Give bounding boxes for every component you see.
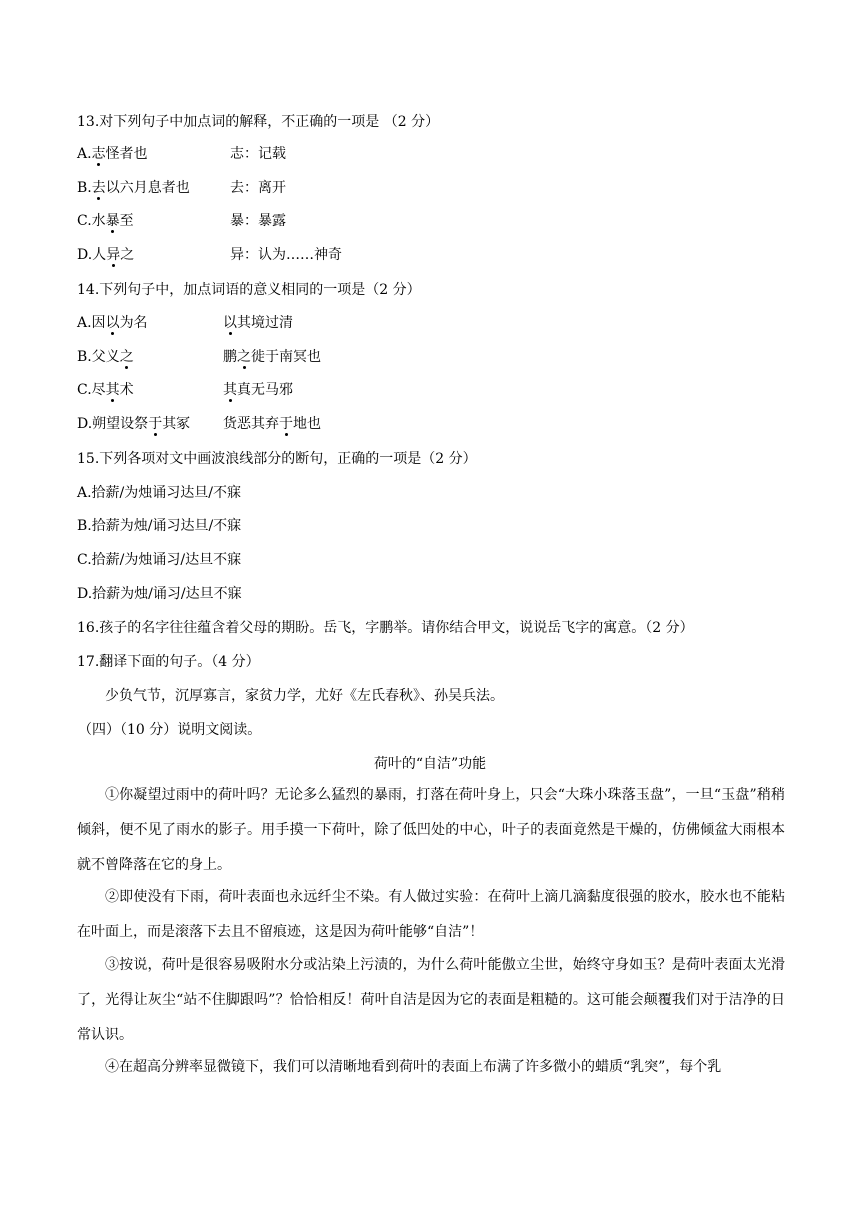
q14-option-a: A.因以为名	[77, 315, 148, 331]
q15-option-b: B.拾薪为烛/诵习达旦/不寐	[77, 518, 242, 534]
section-heading: （四）（10 分）说明文阅读。	[78, 722, 262, 738]
q16-stem: 16.孩子的名字往往蕴含着父母的期盼。岳飞，字鹏举。请你结合甲文，说说岳飞字的寓意。（2 分）	[77, 620, 694, 636]
q14-option-b: B.父义之	[77, 349, 134, 365]
q14-option-d: D.朔望设祭于其冢	[77, 416, 191, 432]
emphasis-dot-char: 以	[105, 315, 120, 331]
q14-option-a-compare: 以其境过清	[223, 315, 293, 331]
q13-option-a-explanation: 志：记载	[230, 146, 286, 162]
passage-title: 荷叶的“自洁”功能	[373, 756, 487, 772]
q15-option-d: D.拾薪为烛/诵习/达旦不寐	[77, 586, 242, 602]
emphasis-dot-char: 之	[237, 349, 251, 365]
passage-paragraph-2: ②即使没有下雨，荷叶表面也永远纤尘不染。有人做过实验：在荷叶上滴几滴黏度很强的胶水，胶水也不能粘在叶面上，而是滚落下去且不留痕迹，这是因为荷叶能够“自洁”！	[77, 889, 785, 940]
q17-sentence: 少负气节，沉厚寡言，家贫力学，尤好《左氏春秋》、孙吴兵法。	[105, 688, 504, 704]
q14-option-d-compare: 货恶其弃于地也	[223, 416, 321, 432]
q15-stem: 15.下列各项对文中画波浪线部分的断句，正确的一项是（2 分）	[77, 451, 477, 467]
q14-option-c: C.尽其术	[77, 382, 134, 398]
q13-option-d: D.人异之	[77, 247, 135, 263]
q17-stem: 17.翻译下面的句子。（4 分）	[77, 654, 260, 670]
emphasis-dot-char: 志	[91, 146, 106, 162]
passage-paragraph-4: ④在超高分辨率显微镜下，我们可以清晰地看到荷叶的表面上布满了许多微小的蜡质“乳突”，每个乳	[105, 1059, 722, 1075]
q15-option-c: C.拾薪/为烛诵习/达旦不寐	[77, 552, 242, 568]
q15-option-a: A.拾薪/为烛诵习达旦/不寐	[77, 485, 241, 501]
q13-option-c-explanation: 暴：暴露	[230, 213, 286, 229]
emphasis-dot-char: 以	[223, 315, 237, 331]
q14-option-b-compare: 鹏之徙于南冥也	[223, 349, 321, 365]
q13-option-a: A.志怪者也	[77, 146, 148, 162]
q13-option-c: C.水暴至	[77, 213, 134, 229]
q13-option-b: B.去以六月息者也	[77, 180, 190, 196]
q14-option-c-compare: 其真无马邪	[223, 382, 293, 398]
emphasis-dot-char: 之	[119, 349, 134, 365]
emphasis-dot-char: 暴	[105, 213, 120, 229]
q13-option-d-explanation: 异：认为……神奇	[230, 247, 342, 263]
q13-option-b-explanation: 去：离开	[230, 180, 286, 196]
emphasis-dot-char: 去	[91, 180, 106, 196]
emphasis-dot-char: 其	[105, 382, 120, 398]
passage-paragraph-1: ①你凝望过雨中的荷叶吗？无论多么猛烈的暴雨，打落在荷叶身上，只会“大珠小珠落玉盘”，一旦“玉盘”稍稍倾斜，便不见了雨水的影子。用手摸一下荷叶，除了低凹处的中心，叶子的表面竟然是干燥的，仿佛倾盆大雨根本就不曾降落在它的身上。	[77, 787, 785, 873]
emphasis-dot-char: 异	[106, 247, 121, 263]
passage-paragraph-3: ③按说，荷叶是很容易吸附水分或沾染上污渍的，为什么荷叶能傲立尘世，始终守身如玉？是荷叶表面太光滑了，光得让灰尘“站不住脚跟吗”？恰恰相反！荷叶自洁是因为它的表面是粗糙的。这可能会颠覆我们对于洁净的日常认识。	[77, 957, 785, 1043]
emphasis-dot-char: 于	[279, 416, 293, 432]
q14-stem: 14.下列句子中，加点词语的意义相同的一项是（2 分）	[77, 282, 421, 298]
q13-stem: 13.对下列句子中加点词的解释，不正确的一项是 （2 分）	[77, 114, 440, 130]
emphasis-dot-char: 于	[148, 416, 163, 432]
emphasis-dot-char: 其	[223, 382, 237, 398]
